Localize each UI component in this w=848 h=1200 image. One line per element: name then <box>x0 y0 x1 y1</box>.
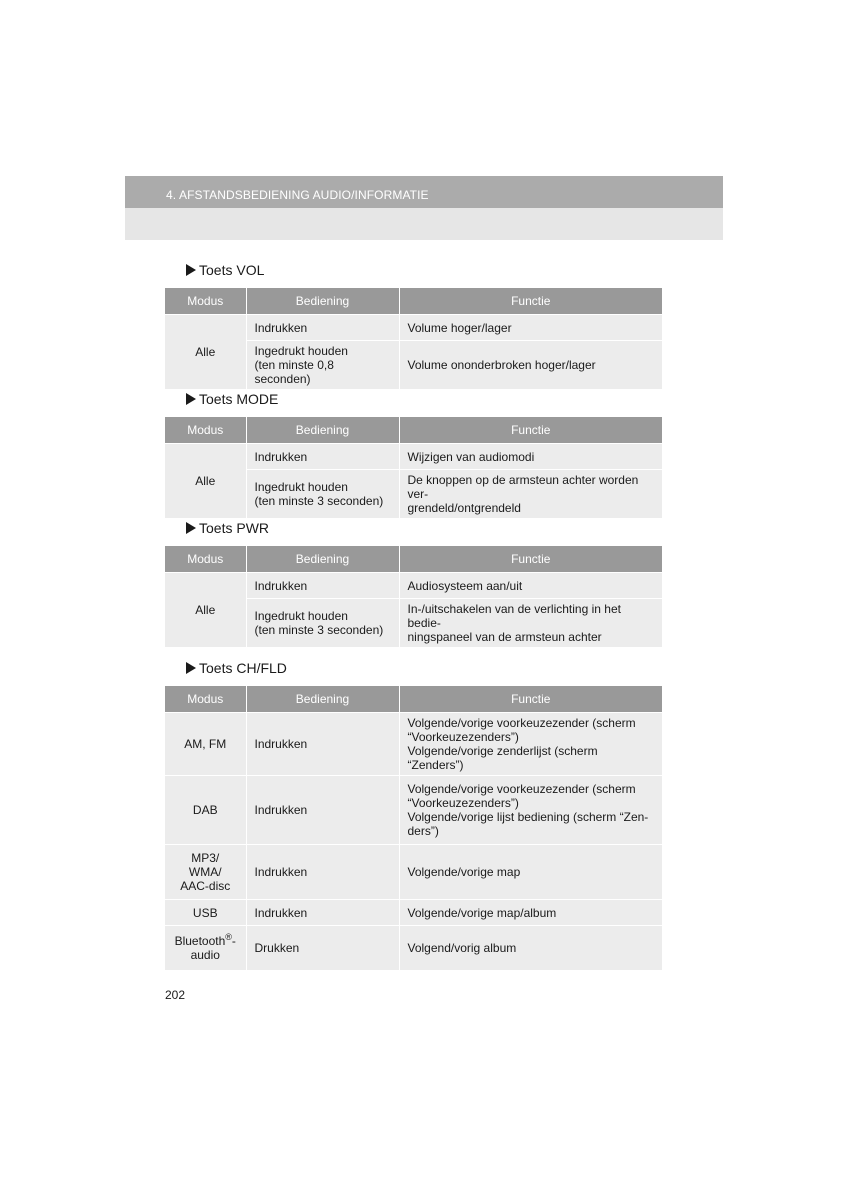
mode-cell: Alle <box>165 444 246 519</box>
mode-cell: USB <box>165 900 246 926</box>
function-cell: Volgende/vorige map <box>399 845 662 900</box>
column-header-operation: Bediening <box>246 288 399 315</box>
column-header-function: Functie <box>399 546 662 573</box>
column-header-mode: Modus <box>165 546 246 573</box>
table-vol <box>165 288 662 389</box>
column-header-function: Functie <box>399 686 662 713</box>
column-header-operation: Bediening <box>246 546 399 573</box>
triangle-bullet-icon <box>186 264 196 276</box>
operation-cell: Indrukken <box>246 573 399 599</box>
column-header-mode: Modus <box>165 288 246 315</box>
function-cell: Volgende/vorige voorkeuzezender (scherm “Voorkeuzezenders”) Volgende/vorige lijst bediening (scherm “Zen- ders”) <box>399 776 662 845</box>
column-header-function: Functie <box>399 288 662 315</box>
column-header-operation: Bediening <box>246 686 399 713</box>
table-pwr <box>165 546 662 647</box>
function-cell: Volgende/vorige map/album <box>399 900 662 926</box>
page-number: 202 <box>165 988 186 1002</box>
table-row <box>165 713 662 776</box>
column-header-mode: Modus <box>165 417 246 444</box>
function-cell: Audiosysteem aan/uit <box>399 573 662 599</box>
column-header-operation: Bediening <box>246 417 399 444</box>
triangle-bullet-icon <box>186 522 196 534</box>
table-row <box>165 315 662 341</box>
table-row <box>165 845 662 900</box>
column-header-mode: Modus <box>165 686 246 713</box>
mode-cell: Alle <box>165 573 246 648</box>
chapter-subheader-band <box>125 208 723 240</box>
function-cell: Volume ononderbroken hoger/lager <box>399 341 662 390</box>
operation-cell: Drukken <box>246 926 399 970</box>
operation-cell: Indrukken <box>246 444 399 470</box>
function-cell: Wijzigen van audiomodi <box>399 444 662 470</box>
column-header-function: Functie <box>399 417 662 444</box>
operation-cell: Indrukken <box>246 900 399 926</box>
table-mode <box>165 417 662 518</box>
section-title-ch-fld: Toets CH/FLD <box>186 660 287 676</box>
operation-cell: Indrukken <box>246 315 399 341</box>
operation-cell: Indrukken <box>246 845 399 900</box>
section-title-vol: Toets VOL <box>186 262 264 278</box>
function-cell: De knoppen op de armsteun achter worden ver- grendeld/ontgrendeld <box>399 470 662 519</box>
operation-cell: Indrukken <box>246 713 399 776</box>
table-ch-fld <box>165 686 662 970</box>
function-cell: Volgend/vorig album <box>399 926 662 970</box>
mode-cell: AM, FM <box>165 713 246 776</box>
table-row <box>165 926 662 970</box>
table-row <box>165 573 662 599</box>
function-cell: In-/uitschakelen van de verlichting in het bedie- ningspaneel van de armsteun achter <box>399 599 662 648</box>
table-row <box>165 444 662 470</box>
table-row <box>165 900 662 926</box>
triangle-bullet-icon <box>186 393 196 405</box>
mode-cell: MP3/ WMA/ AAC-disc <box>165 845 246 900</box>
operation-cell: Ingedrukt houden (ten minste 0,8 seconden) <box>246 341 399 390</box>
function-cell: Volume hoger/lager <box>399 315 662 341</box>
mode-cell: Alle <box>165 315 246 390</box>
mode-cell: Bluetooth®- audio <box>165 926 246 970</box>
section-title-mode: Toets MODE <box>186 391 278 407</box>
mode-cell: DAB <box>165 776 246 845</box>
operation-cell: Ingedrukt houden (ten minste 3 seconden) <box>246 599 399 648</box>
table-row <box>165 776 662 845</box>
section-title-pwr: Toets PWR <box>186 520 269 536</box>
operation-cell: Indrukken <box>246 776 399 845</box>
triangle-bullet-icon <box>186 662 196 674</box>
chapter-title: 4. AFSTANDSBEDIENING AUDIO/INFORMATIE <box>166 188 429 202</box>
function-cell: Volgende/vorige voorkeuzezender (scherm “Voorkeuzezenders”) Volgende/vorige zenderlijst (scherm “Zenders”) <box>399 713 662 776</box>
operation-cell: Ingedrukt houden (ten minste 3 seconden) <box>246 470 399 519</box>
